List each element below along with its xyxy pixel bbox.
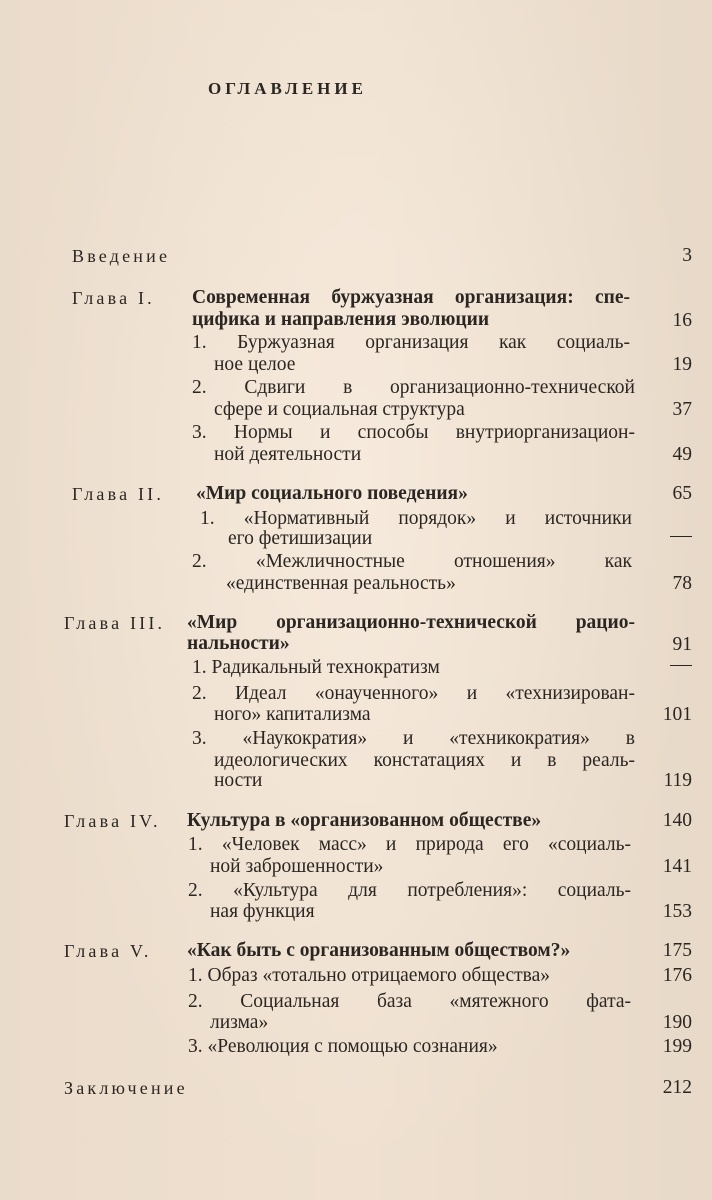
chapter-2-label: Глава II. [72,484,165,504]
chapter-2-section-2-line-2: «единственная реальность» [226,573,456,594]
intro-label: Введение [72,246,171,266]
chapter-3-section-3-page: 119 [663,770,692,791]
chapter-4-section-2-line-1: 2. «Культура для потребления»: социаль- [188,880,631,901]
chapter-1-page: 16 [672,310,692,331]
chapter-2-section-2-page: 78 [672,573,692,594]
chapter-2-page: 65 [672,483,692,504]
chapter-5-section-1-page: 176 [662,965,692,986]
chapter-5-section-2-page: 190 [662,1012,692,1033]
chapter-1-section-3-line-1: 3. Нормы и способы внутриорганизацион- [192,422,635,443]
chapter-4-section-1-line-2: ной заброшенности» [210,856,384,877]
chapter-2-section-1-line-1: 1. «Нормативный порядок» и источники [200,508,632,529]
chapter-1-section-1-line-1: 1. Буржуазная организация как социаль- [192,332,630,353]
chapter-1-title-line-1: Современная буржуазная организация: спе- [192,287,630,308]
chapter-3-section-2-page: 101 [662,704,692,725]
page-title: ОГЛАВЛЕНИЕ [208,79,367,98]
chapter-5-title: «Как быть с организованным обществом?» [187,940,571,961]
chapter-3-section-3-line-3: ности [214,770,263,791]
chapter-5-label: Глава V. [64,941,152,961]
same-page-dash [670,536,692,537]
chapter-1-section-2-line-2: сфере и социальная структура [214,399,465,420]
chapter-1-title-line-2: цифика и направления эволюции [192,309,490,330]
chapter-2-section-2-line-1: 2. «Межличностные отношения» как [192,551,632,572]
chapter-3-title-line-1: «Мир организационно-технической рацио- [187,612,635,633]
chapter-3-page: 91 [672,634,692,655]
chapter-4-label: Глава IV. [64,811,161,831]
chapter-1-section-3-line-2: ной деятельности [214,444,362,465]
chapter-1-section-2-page: 37 [672,399,692,420]
chapter-5-page: 175 [662,940,692,961]
chapter-1-section-3-page: 49 [672,444,692,465]
chapter-5-section-3: 3. «Революция с помощью сознания» [188,1036,498,1057]
conclusion-label: Заключение [64,1078,188,1098]
chapter-2-section-1-page [670,528,692,550]
chapter-4-section-2-page: 153 [662,901,692,922]
chapter-5-section-2-line-1: 2. Социальная база «мятежного фата- [188,991,631,1012]
chapter-2-section-1-line-2: его фетишизации [228,528,373,549]
chapter-3-label: Глава III. [64,613,166,633]
chapter-4-section-1-line-1: 1. «Человек масс» и природа его «социаль- [188,834,631,855]
chapter-3-section-1-page [670,657,692,679]
conclusion-page: 212 [662,1077,692,1098]
chapter-3-title-line-2: нальности» [187,633,290,654]
chapter-3-section-1: 1. Радикальный технократизм [192,657,440,678]
chapter-3-section-3-line-2: идеологических констатациях и в реаль- [214,750,635,771]
chapter-1-section-1-line-2: ное целое [214,354,296,375]
chapter-4-page: 140 [662,810,692,831]
chapter-1-label: Глава I. [72,288,155,308]
chapter-5-section-1: 1. Образ «тотально отрицаемого общества» [188,965,551,986]
intro-page: 3 [682,245,692,266]
chapter-1-section-2-line-1: 2. Сдвиги в организационно-технической [192,377,635,398]
chapter-3-section-2-line-2: ного» капитализма [214,704,371,725]
same-page-dash [670,665,692,666]
chapter-2-title: «Мир социального поведения» [196,483,468,504]
chapter-3-section-2-line-1: 2. Идеал «онаученного» и «технизирован- [192,683,635,704]
chapter-3-section-3-line-1: 3. «Наукократия» и «техникократия» в [192,728,635,749]
chapter-1-section-1-page: 19 [672,354,692,375]
chapter-4-section-1-page: 141 [662,856,692,877]
chapter-5-section-3-page: 199 [662,1036,692,1057]
chapter-5-section-2-line-2: лизма» [210,1012,269,1033]
chapter-4-section-2-line-2: ная функция [210,901,315,922]
chapter-4-title: Культура в «организованном обществе» [187,810,542,831]
